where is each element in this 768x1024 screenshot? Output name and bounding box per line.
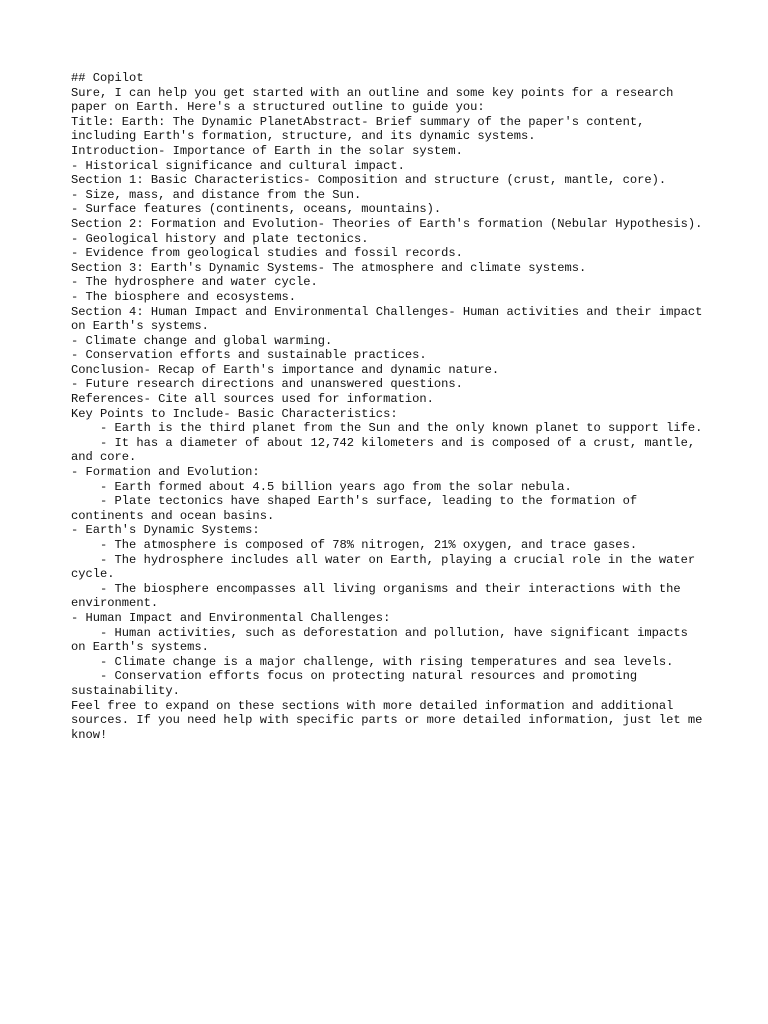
key-points-subheading: - Earth's Dynamic Systems: [71,523,260,538]
key-point-item: - Earth is the third planet from the Sun and the only known planet to support life. [71,421,703,436]
document-body [71,71,710,742]
key-point-item: - Earth formed about 4.5 billion years ago from the solar nebula. [71,479,572,494]
key-point-item: - Human activities, such as deforestation and pollution, have significant impacts on Earth's systems. [71,625,696,655]
outline-bullet: - Historical significance and cultural impact. [71,158,405,173]
outline-bullet: - Conservation efforts and sustainable practices. [71,348,427,363]
outline-bullet: - Geological history and plate tectonics. [71,231,369,246]
outline-title-line: Title: Earth: The Dynamic PlanetAbstract- Brief summary of the paper's content, including Earth's formation, structure, and its dynamic systems. [71,114,652,144]
outline-bullet: - The biosphere and ecosystems. [71,289,296,304]
key-point-item: - The atmosphere is composed of 78% nitrogen, 21% oxygen, and trace gases. [71,538,638,552]
key-point-item: - Climate change is a major challenge, with rising temperatures and sea levels. [71,654,674,669]
intro-paragraph: Sure, I can help you get started with an outline and some key points for a research paper on Earth. Here's a structured outline to guide you: [71,85,681,115]
outline-bullet: - Size, mass, and distance from the Sun. [71,187,362,202]
outline-introduction: Introduction- Importance of Earth in the solar system. [71,143,463,158]
outline-section-3: Section 3: Earth's Dynamic Systems- The atmosphere and climate systems. [71,260,587,275]
outline-section-2: Section 2: Formation and Evolution- Theories of Earth's formation (Nebular Hypothesis). [71,216,703,231]
outline-bullet: - Climate change and global warming. [71,333,333,348]
outline-section-1: Section 1: Basic Characteristics- Composition and structure (crust, mantle, core). [71,173,667,188]
outline-bullet: - Future research directions and unanswered questions. [71,377,463,392]
key-points-subheading: - Formation and Evolution: [71,465,260,480]
outline-references: References- Cite all sources used for information. [71,392,434,407]
key-points-heading: Key Points to Include- Basic Characteristics: [71,406,398,421]
doc-heading: ## Copilot [71,71,144,85]
outline-bullet: - Evidence from geological studies and fossil records. [71,246,463,261]
key-point-item: - It has a diameter of about 12,742 kilometers and is composed of a crust, mantle, and core. [71,435,703,465]
outline-bullet: - Surface features (continents, oceans, mountains). [71,202,442,217]
key-points-subheading: - Human Impact and Environmental Challenges: [71,610,391,625]
key-point-item: - Plate tectonics have shaped Earth's surface, leading to the formation of continents and ocean basins. [71,494,645,523]
outline-bullet: - The hydrosphere and water cycle. [71,275,318,290]
key-point-item: - Conservation efforts focus on protecting natural resources and promoting sustainability. [71,669,645,698]
key-point-item: - The hydrosphere includes all water on Earth, playing a crucial role in the water cycle. [71,552,703,582]
key-point-item: - The biosphere encompasses all living organisms and their interactions with the environment. [71,581,688,611]
outline-section-4: Section 4: Human Impact and Environmental Challenges- Human activities and their impact on Earth's systems. [71,304,710,334]
outline-conclusion: Conclusion- Recap of Earth's importance and dynamic nature. [71,362,500,377]
closing-paragraph: Feel free to expand on these sections with more detailed information and additional sources. If you need help with specific parts or more detailed information, just let me know! [71,698,710,742]
